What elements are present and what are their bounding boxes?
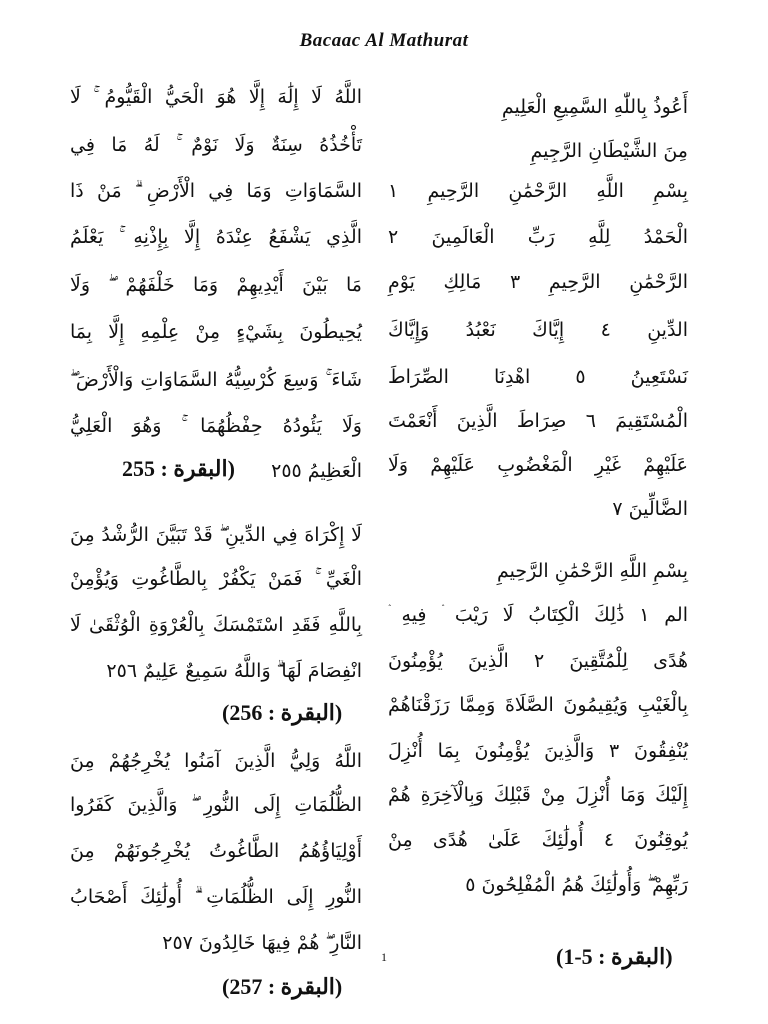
kursi-line-9: الْعَظِيمُ ٢٥٥	[271, 460, 362, 482]
baqarah-line-4: يُنْفِقُونَ ٣ وَالَّذِينَ يُؤْمِنُونَ بِمَا أُنْزِلَ	[388, 740, 689, 762]
baqarah-1-5-reference: (البقرة : 5-1)	[556, 944, 673, 969]
kursi-255-reference: (البقرة : 255	[122, 456, 235, 481]
kursi-line-2: تَأْخُذُهُ سِنَةٌ وَلَا نَوْمٌ ۚ لَهُ مَا فِي	[70, 134, 362, 156]
baqarah-line-2: هُدًى لِلْمُتَّقِينَ ٢ الَّذِينَ يُؤْمِنُونَ	[388, 650, 688, 672]
fatiha-line-4: الدِّينِ ٤ إِيَّاكَ نَعْبُدُ وَإِيَّاكَ	[388, 319, 688, 341]
verse-256-line-1: لَا إِكْرَاهَ فِي الدِّينِ ۖ قَدْ تَبَيَّنَ الرُّشْدُ مِنَ	[70, 524, 362, 546]
verse-257-line-4: النُّورِ إِلَى الظُّلُمَاتِ ۗ أُولَٰئِكَ أَصْحَابُ	[70, 886, 362, 908]
fatiha-line-3: الرَّحْمَٰنِ الرَّحِيمِ ٣ مَالِكِ يَوْمِ	[388, 271, 688, 293]
page-title: Bacaac Al Mathurat	[299, 30, 469, 51]
kursi-line-8: وَلَا يَئُودُهُ حِفْظُهُمَا ۚ وَهُوَ الْعَلِيُّ	[70, 415, 362, 437]
baqarah-line-7: رَبِّهِمْ ۖ وَأُولَٰئِكَ هُمُ الْمُفْلِحُونَ ٥	[465, 874, 688, 896]
verse-256-reference: (البقرة : 256)	[222, 700, 343, 725]
verse-256-line-3: بِاللَّهِ فَقَدِ اسْتَمْسَكَ بِالْعُرْوَةِ الْوُثْقَىٰ لَا	[70, 614, 362, 636]
fatiha-line-1: بِسْمِ اللَّهِ الرَّحْمَٰنِ الرَّحِيمِ ١	[388, 180, 688, 202]
fatiha-line-8: الضَّالِّينَ ٧	[612, 498, 688, 520]
baqarah-line-6: يُوقِنُونَ ٤ أُولَٰئِكَ عَلَىٰ هُدًى مِنْ	[388, 829, 688, 851]
verse-257-line-5: النَّارِ ۖ هُمْ فِيهَا خَالِدُونَ ٢٥٧	[162, 932, 362, 954]
baqarah-basmala: بِسْمِ اللَّهِ الرَّحْمَٰنِ الرَّحِيمِ	[497, 560, 688, 582]
baqarah-line-1: الم ١ ذَٰلِكَ الْكِتَابُ لَا رَيْبَ ۛ فِيهِ ۛ	[388, 604, 688, 626]
taawwudh-line-1: أَعُوذُ بِاللّٰهِ السَّمِيعِ الْعَلِيمِ	[501, 96, 688, 118]
kursi-line-7: شَاءَ ۚ وَسِعَ كُرْسِيُّهُ السَّمَاوَاتِ وَالْأَرْضَ ۖ	[70, 369, 362, 391]
fatiha-line-5: نَسْتَعِينُ ٥ اهْدِنَا الصِّرَاطَ	[388, 366, 688, 388]
kursi-line-4: الَّذِي يَشْفَعُ عِنْدَهُ إِلَّا بِإِذْنِهِ ۚ يَعْلَمُ	[70, 226, 362, 248]
kursi-line-1: اللَّهُ لَا إِلَٰهَ إِلَّا هُوَ الْحَيُّ الْقَيُّومُ ۚ لَا	[70, 86, 362, 108]
fatiha-line-2: الْحَمْدُ لِلَّهِ رَبِّ الْعَالَمِينَ ٢	[388, 226, 688, 248]
baqarah-line-5: إِلَيْكَ وَمَا أُنْزِلَ مِنْ قَبْلِكَ وَبِالْآخِرَةِ هُمْ	[388, 784, 688, 806]
kursi-line-3: السَّمَاوَاتِ وَمَا فِي الْأَرْضِ ۗ مَنْ ذَا	[70, 180, 362, 202]
kursi-line-5: مَا بَيْنَ أَيْدِيهِمْ وَمَا خَلْفَهُمْ ۖ وَلَا	[70, 274, 362, 296]
verse-256-line-4: انْفِصَامَ لَهَا ۗ وَاللَّهُ سَمِيعٌ عَلِيمٌ ٢٥٦	[106, 660, 362, 682]
verse-257-line-3: أَوْلِيَاؤُهُمُ الطَّاغُوتُ يُخْرِجُونَهُمْ مِنَ	[70, 840, 362, 862]
verse-257-line-2: الظُّلُمَاتِ إِلَى النُّورِ ۖ وَالَّذِينَ كَفَرُوا	[70, 794, 362, 816]
fatiha-line-6: الْمُسْتَقِيمَ ٦ صِرَاطَ الَّذِينَ أَنْعَمْتَ	[388, 410, 688, 432]
page-number: 1	[381, 950, 387, 964]
verse-257-reference: (البقرة : 257)	[222, 974, 343, 999]
kursi-line-6: يُحِيطُونَ بِشَيْءٍ مِنْ عِلْمِهِ إِلَّا بِمَا	[70, 321, 362, 343]
verse-256-line-2: الْغَيِّ ۚ فَمَنْ يَكْفُرْ بِالطَّاغُوتِ وَيُؤْمِنْ	[70, 568, 362, 590]
verse-257-line-1: اللَّهُ وَلِيُّ الَّذِينَ آمَنُوا يُخْرِجُهُمْ مِنَ	[70, 750, 362, 772]
fatiha-line-7: عَلَيْهِمْ غَيْرِ الْمَغْضُوبِ عَلَيْهِمْ وَلَا	[388, 454, 688, 476]
taawwudh-line-2: مِنَ الشَّيْطَانِ الرَّجِيمِ	[530, 140, 688, 162]
baqarah-line-3: بِالْغَيْبِ وَيُقِيمُونَ الصَّلَاةَ وَمِمَّا رَزَقْنَاهُمْ	[388, 694, 688, 716]
